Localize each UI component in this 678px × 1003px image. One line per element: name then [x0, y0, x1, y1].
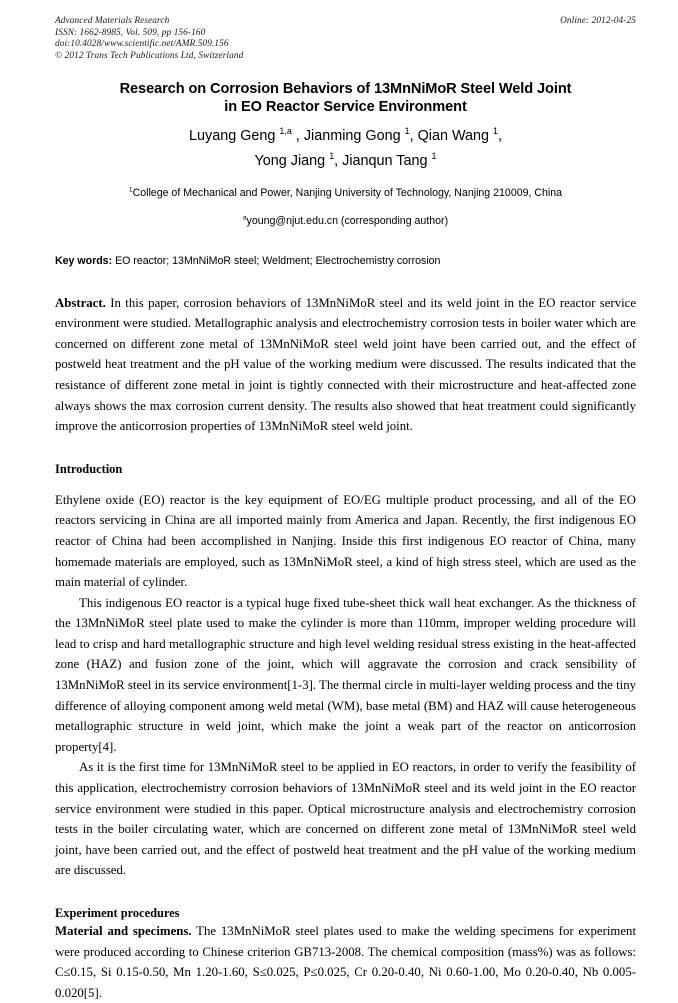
experiment-material-paragraph: [55, 921, 636, 1003]
author-name-geng: Luyang Geng: [189, 127, 280, 144]
section-heading-introduction: Introduction: [55, 461, 123, 476]
author-sup-tang: 1: [431, 150, 437, 161]
author-line-2: [55, 149, 636, 174]
author-name-gong: Jianming Gong: [303, 127, 405, 144]
journal-masthead: [55, 16, 636, 62]
title-line-1: Research on Corrosion Behaviors of 13MnNiMoR Steel Weld Joint: [119, 81, 572, 98]
section-heading-experiment: Experiment procedures: [55, 906, 180, 920]
author-separator-3: ,: [334, 152, 343, 169]
corresponding-email: [55, 214, 636, 228]
author-name-tang: Jianqun Tang: [342, 152, 432, 169]
email-text: young@njut.edu.cn (corresponding author): [246, 214, 449, 227]
author-name-wang: Qian Wang: [417, 127, 494, 144]
intro-paragraph-2: This indigenous EO reactor is a typical huge fixed tube-sheet thick wall heat exchanger. As the thickness of the 13MnNiMoR steel plate used to make the cylinder is more than 110mm, improper welding procedure will lead to crisp and hard metallographic structure and high level welding residual stress existing in the heat-affected zone (HAZ) and fusion zone of the joint, which will aggravate the corrosion and crack sensibility of 13MnNiMoR steel in its service environment[1-3]. The thermal circle in multi-layer welding process and the tiny difference of alloying component among weld metal (WM), base metal (BM) and HAZ will cause heterogeneous metallographic structure in weld joint, which make the joint a weak part of the reactor on anticorrosion property[4].: [55, 595, 636, 754]
author-sup-jiang: 1: [329, 150, 335, 161]
author-separator-2: ,: [409, 127, 418, 144]
author-line-1-end: ,: [498, 127, 502, 144]
author-sup-gong: 1: [404, 125, 410, 136]
abstract-text: In this paper, corrosion behaviors of 13MnNiMoR steel and its weld joint in the EO reactor service environment were studied. Metallographic analysis and electrochemistry corrosion tests in boiler water which are concerned on different zone metal of 13MnNiMoR steel weld joint have been carried out, and the effect of postweld heat treatment and the pH value of the working medium were discussed. The results indicated that the resistance of different zone metal in joint is tightly connected with their microstructure and heat-affected zone always shows the max corrosion current density. The results also showed that heat treatment could significantly improve the anticorrosion properties of 13MnNiMoR steel weld joint.: [55, 295, 637, 434]
affiliation-text: College of Mechanical and Power, Nanjing University of Technology, Nanjing 210009, China: [132, 186, 563, 199]
intro-paragraph-3: As it is the first time for 13MnNiMoR steel to be applied in EO reactors, in order to verify the feasibility of this application, electrochemistry corrosion behaviors of 13MnNiMoR steel and its weld joint in the EO reactor service environment were studied in this paper. Optical microstructure analysis and electrochemistry corrosion tests in the boiler circulating water, which are concerned on different zone metal of 13MnNiMoR steel weld joint, have been carried out, and the effect of postweld heat treatment and the pH value of the working medium are discussed.: [55, 760, 636, 878]
online-date: Online: 2012-04-25: [560, 16, 636, 26]
affiliation-marker: 1: [128, 186, 133, 194]
article-doi: doi:10.4028/www.scientific.net/AMR.509.156: [55, 39, 229, 50]
author-list: [55, 124, 636, 174]
author-line-1: [55, 124, 636, 149]
affiliation: [55, 186, 636, 200]
keywords-value: EO reactor; 13MnNiMoR steel; Weldment; Electrochemistry corrosion: [115, 254, 441, 267]
keywords: [55, 254, 636, 268]
abstract-label: Abstract.: [55, 295, 106, 310]
journal-name: Advanced Materials Research: [55, 16, 170, 26]
page-title: [55, 81, 636, 116]
subsection-text-material: The 13MnNiMoR steel plates used to make the welding specimens for experiment were produced according to Chinese criterion GB713-2008. The chemical composition (mass%) was as follows: C≤0.15, Si 0.15-0.50, Mn 1.20-1.60, S≤0.025, P≤0.025, Cr 0.20-0.40, Ni 0.60-1.00, Mo 0.20-0.40, Nb 0.005-0.020[5].: [55, 924, 636, 1000]
author-sup-wang: 1: [493, 125, 498, 136]
author-name-jiang: Yong Jiang: [254, 152, 330, 169]
email-marker: a: [242, 214, 247, 222]
author-separator-1: ,: [291, 127, 304, 144]
intro-paragraph-1: Ethylene oxide (EO) reactor is the key equipment of EO/EG multiple product processing, and all of the EO reactors servicing in China are all imported mainly from America and Japan. Recently, the first indigenous EO reactor of China had been accomplished in Nanjing. Inside this first indigenous EO reactor of China, many homemade materials are employed, such as 13MnNiMoR steel, a kind of high stress steel, which are used as the main material of cylinder.: [55, 492, 636, 590]
author-sup-geng: 1,a: [279, 125, 292, 136]
title-line-2: in EO Reactor Service Environment: [224, 98, 467, 115]
abstract: [55, 293, 636, 437]
keywords-label: Key words:: [55, 254, 113, 267]
subsection-label-material: Material and specimens.: [55, 924, 192, 938]
journal-issn: ISSN: 1662-8985, Vol. 509, pp 156-160: [55, 27, 206, 38]
copyright-notice: © 2012 Trans Tech Publications Ltd, Switzerland: [55, 50, 244, 61]
